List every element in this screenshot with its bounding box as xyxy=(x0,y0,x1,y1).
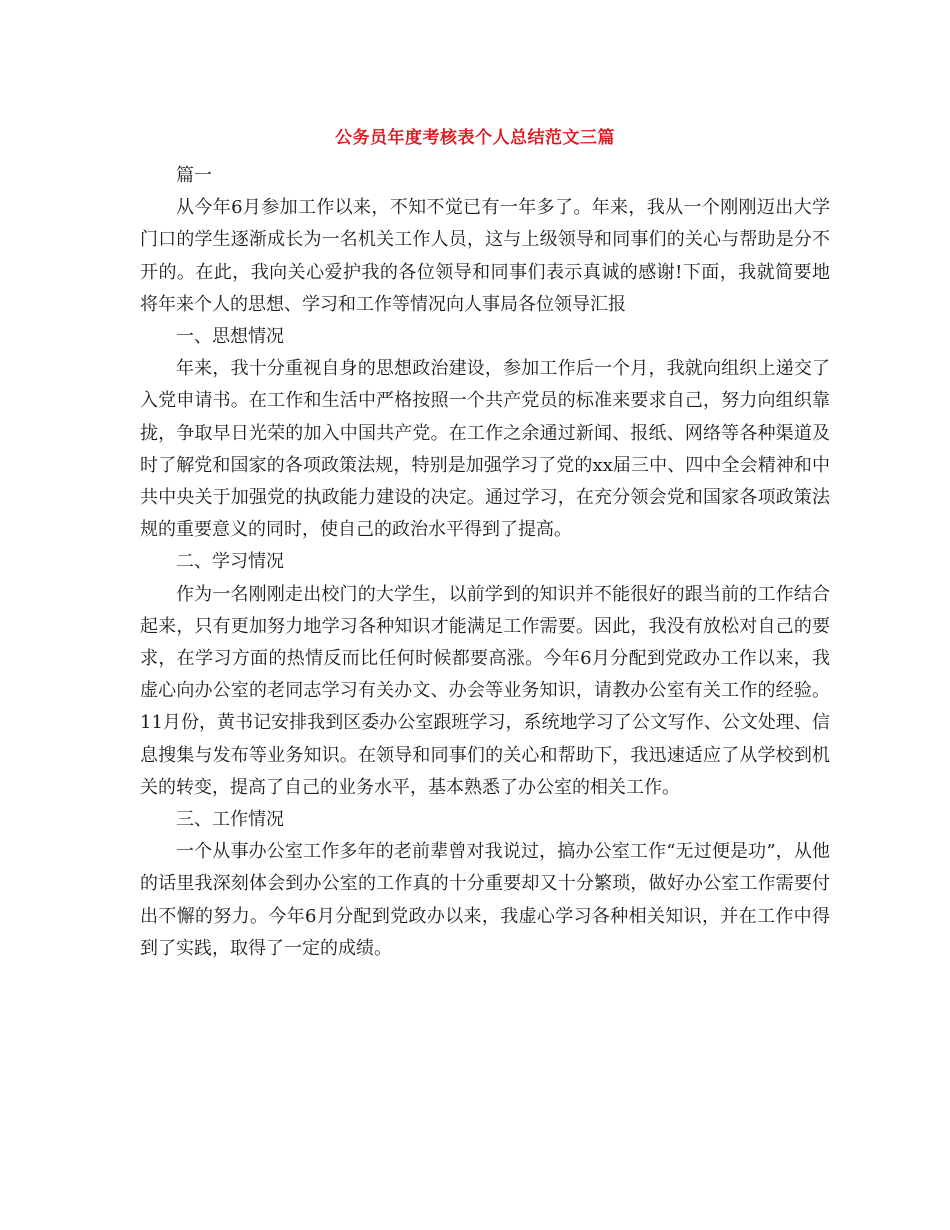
heading-work: 三、工作情况 xyxy=(176,809,284,831)
document-title: 公务员年度考核表个人总结范文三篇 xyxy=(335,128,615,148)
section-label: 篇一 xyxy=(176,165,212,186)
work-paragraph: 一个从事办公室工作多年的老前辈曾对我说过，搞办公室工作“无过便是功”，从他的话里我深刻体会到办公室的工作真的十分重要却又十分繁琐，做好办公室工作需要付出不懈的努力。今年6月分配到党政办以来，我虚心学习各种相关知识，并在工作中得到了实践，取得了一定的成绩。 xyxy=(140,841,830,959)
heading-thought: 一、思想情况 xyxy=(176,326,284,348)
document-body xyxy=(140,160,830,965)
intro-paragraph: 从今年6月参加工作以来，不知不觉已有一年多了。年来，我从一个刚刚迈出大学门口的学生逐渐成长为一名机关工作人员，这与上级领导和同事们的关心与帮助是分不开的。在此，我向关心爱护我的各位领导和同事们表示真诚的感谢!下面，我就简要地将年来个人的思想、学习和工作等情况向人事局各位领导汇报 xyxy=(140,197,830,315)
thought-paragraph: 年来，我十分重视自身的思想政治建设，参加工作后一个月，我就向组织上递交了入党申请书。在工作和生活中严格按照一个共产党员的标准来要求自己，努力向组织靠拢，争取早日光荣的加入中国共产党。在工作之余通过新闻、报纸、网络等各种渠道及时了解党和国家的各项政策法规，特别是加强学习了党的xx届三中、四中全会精神和中共中央关于加强党的执政能力建设的决定。通过学习，在充分领会党和国家各项政策法规的重要意义的同时，使自己的政治水平得到了提高。 xyxy=(140,358,830,541)
study-paragraph: 作为一名刚刚走出校门的大学生，以前学到的知识并不能很好的跟当前的工作结合起来，只有更加努力地学习各种知识才能满足工作需要。因此，我没有放松对自己的要求，在学习方面的热情反而比任何时候都要高涨。今年6月分配到党政办工作以来，我虚心向办公室的老同志学习有关办文、办会等业务知识，请教办公室有关工作的经验。11月份，黄书记安排我到区委办公室跟班学习，系统地学习了公文写作、公文处理、信息搜集与发布等业务知识。在领导和同事们的关心和帮助下，我迅速适应了从学校到机关的转变，提高了自己的业务水平，基本熟悉了办公室的相关工作。 xyxy=(140,583,830,798)
heading-study: 二、学习情况 xyxy=(176,551,284,573)
